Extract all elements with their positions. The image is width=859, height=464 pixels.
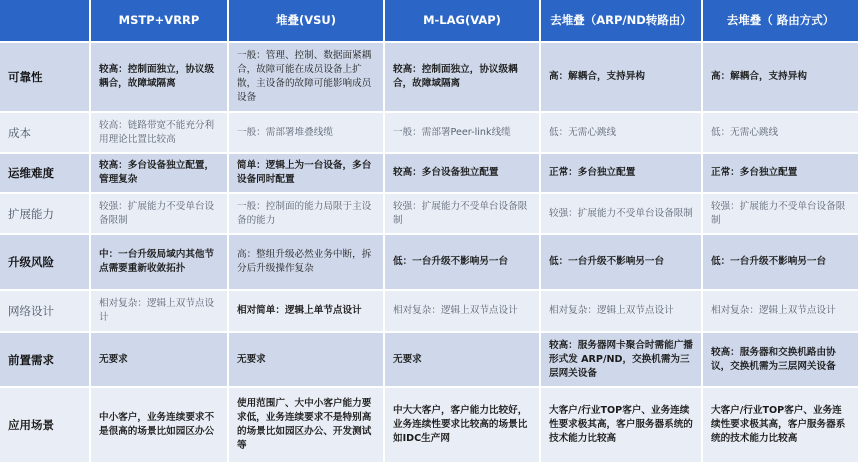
table-cell: 低：一台升级不影响另一台: [540, 234, 702, 290]
table-cell: 较高：服务器网卡聚合时需能广播形式发 ARP/ND，交换机需为三层网关设备: [540, 332, 702, 387]
row-label: 运维难度: [0, 153, 90, 193]
table-cell: 无要求: [384, 332, 540, 387]
row-network-design: [0, 290, 859, 332]
table-cell: 中大大客户，客户能力比较好，业务连续性要求比较高的场景比如IDC生产网: [384, 387, 540, 463]
table-cell: 中小客户，业务连续要求不是很高的场景比如园区办公: [90, 387, 228, 463]
row-use-cases: [0, 387, 859, 463]
table-cell: 大客户/行业TOP客户、业务连续性要求极其高，客户服务器系统的技术能力比较高: [540, 387, 702, 463]
row-label: 应用场景: [0, 387, 90, 463]
table-cell: 较强：扩展能力不受单台设备限制: [384, 193, 540, 234]
table-cell: 使用范围广、大中小客户能力要求低，业务连续要求不是特别高的场景比如园区办公、开发测试等: [228, 387, 384, 463]
header-destack-arp: 去堆叠（ARP/ND转路由）: [540, 0, 702, 42]
row-label: 扩展能力: [0, 193, 90, 234]
table-cell: 相对复杂：逻辑上双节点设计: [702, 290, 859, 332]
row-prerequisites: [0, 332, 859, 387]
row-label: 网络设计: [0, 290, 90, 332]
row-label: 升级风险: [0, 234, 90, 290]
row-label: 成本: [0, 112, 90, 153]
table-cell: 高：解耦合，支持异构: [540, 42, 702, 112]
row-upgrade-risk: [0, 234, 859, 290]
table-cell: 一般：控制面的能力局限于主设备的能力: [228, 193, 384, 234]
table-cell: 正常：多台独立配置: [702, 153, 859, 193]
table-cell: 简单：逻辑上为一台设备，多台设备同时配置: [228, 153, 384, 193]
table-cell: 一般：管理、控制、数据面紧耦合，故障可能在成员设备上扩散，主设备的故障可能影响成员设备: [228, 42, 384, 112]
table-cell: 中：一台升级局域内其他节点需要重新收敛拓扑: [90, 234, 228, 290]
table-cell: 较高：服务器和交换机路由协议，交换机需为三层网关设备: [702, 332, 859, 387]
table-cell: 一般：需部署Peer-link线缆: [384, 112, 540, 153]
table-cell: 相对复杂：逻辑上双节点设计: [90, 290, 228, 332]
row-cost: [0, 112, 859, 153]
table-cell: 较高：多台设备独立配置，管理复杂: [90, 153, 228, 193]
table-cell: 较高：多台设备独立配置: [384, 153, 540, 193]
table-cell: 相对复杂：逻辑上双节点设计: [540, 290, 702, 332]
row-scalability: [0, 193, 859, 234]
header-corner: [0, 0, 90, 42]
table-cell: 较强：扩展能力不受单台设备限制: [90, 193, 228, 234]
header-vsu: 堆叠(VSU): [228, 0, 384, 42]
row-ops-difficulty: [0, 153, 859, 193]
table-cell: 大客户/行业TOP客户、业务连续性要求极其高，客户服务器系统的技术能力比较高: [702, 387, 859, 463]
table-cell: 正常：多台独立配置: [540, 153, 702, 193]
table-cell: 无要求: [90, 332, 228, 387]
header-mstp-vrrp: MSTP+VRRP: [90, 0, 228, 42]
table-cell: 较高：控制面独立，协议级耦合，故障域隔离: [384, 42, 540, 112]
row-label: 前置需求: [0, 332, 90, 387]
header-row: [0, 0, 859, 42]
table-cell: 相对复杂：逻辑上双节点设计: [384, 290, 540, 332]
table-cell: 高：解耦合，支持异构: [702, 42, 859, 112]
table-cell: 低：一台升级不影响另一台: [702, 234, 859, 290]
table-cell: 无要求: [228, 332, 384, 387]
table-cell: 较高：链路带宽不能充分利用理论比置比较高: [90, 112, 228, 153]
table-cell: 低：无需心跳线: [702, 112, 859, 153]
table-cell: 相对简单：逻辑上单节点设计: [228, 290, 384, 332]
table-cell: 低：无需心跳线: [540, 112, 702, 153]
table-cell: 高：整组升级必然业务中断，拆分后升级操作复杂: [228, 234, 384, 290]
table-cell: 较强：扩展能力不受单台设备限制: [540, 193, 702, 234]
table-cell: 较强：扩展能力不受单台设备限制: [702, 193, 859, 234]
table-cell: 较高：控制面独立，协议级耦合，故障域隔离: [90, 42, 228, 112]
header-destack-route: 去堆叠（ 路由方式）: [702, 0, 859, 42]
header-mlag: M-LAG(VAP): [384, 0, 540, 42]
row-reliability: [0, 42, 859, 112]
row-label: 可靠性: [0, 42, 90, 112]
table-cell: 低：一台升级不影响另一台: [384, 234, 540, 290]
table-cell: 一般：需部署堆叠线缆: [228, 112, 384, 153]
